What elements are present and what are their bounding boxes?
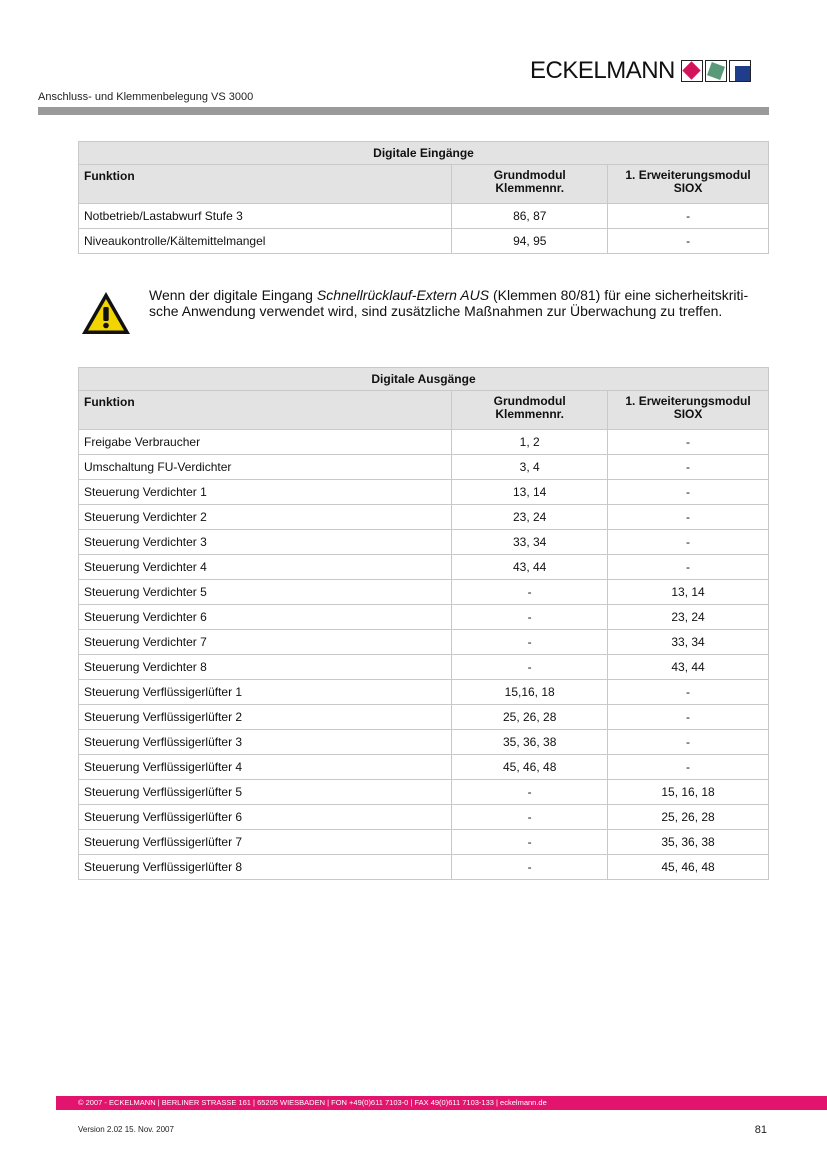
cell-grundmodul: - [452, 580, 608, 605]
table-row [79, 204, 769, 229]
cell-erweiterungsmodul: 35, 36, 38 [608, 830, 769, 855]
cell-erweiterungsmodul: - [608, 755, 769, 780]
logo-squares-icon [681, 60, 751, 82]
cell-erweiterungsmodul: 45, 46, 48 [608, 855, 769, 880]
cell-grundmodul: 94, 95 [452, 229, 608, 254]
cell-erweiterungsmodul: - [608, 530, 769, 555]
cell-erweiterungsmodul: - [608, 430, 769, 455]
cell-grundmodul: 35, 36, 38 [452, 730, 608, 755]
table-row [79, 780, 769, 805]
cell-erweiterungsmodul: 33, 34 [608, 630, 769, 655]
cell-funktion: Steuerung Verdichter 2 [79, 505, 452, 530]
cell-grundmodul: - [452, 655, 608, 680]
table-row [79, 580, 769, 605]
table-row [79, 655, 769, 680]
logo-square-blue [729, 60, 751, 82]
table-row [79, 705, 769, 730]
cell-funktion: Steuerung Verdichter 6 [79, 605, 452, 630]
footer-contact-bar: © 2007 - ECKELMANN | BERLINER STRASSE 161 | 65205 WIESBADEN | FON +49(0)611 7103-0 | FAX 49(0)611 7103-133 | eckelmann.de [56, 1096, 827, 1110]
logo-square-green [705, 60, 727, 82]
table-row [79, 530, 769, 555]
column-header-grundmodul [452, 165, 608, 204]
cell-erweiterungsmodul: 25, 26, 28 [608, 805, 769, 830]
logo-square-red [681, 60, 703, 82]
column-header-erweiterungsmodul [608, 391, 769, 430]
table-caption: Digitale Ausgänge [79, 368, 769, 391]
cell-grundmodul: 25, 26, 28 [452, 705, 608, 730]
version-info: Version 2.02 15. Nov. 2007 [78, 1125, 174, 1134]
cell-funktion: Steuerung Verdichter 1 [79, 480, 452, 505]
header-divider [38, 107, 769, 115]
cell-grundmodul: - [452, 780, 608, 805]
table-row [79, 505, 769, 530]
cell-funktion: Steuerung Verflüssigerlüfter 5 [79, 780, 452, 805]
cell-erweiterungsmodul: - [608, 680, 769, 705]
table-row [79, 730, 769, 755]
warning-message [149, 287, 759, 319]
cell-funktion: Steuerung Verdichter 4 [79, 555, 452, 580]
cell-erweiterungsmodul: 13, 14 [608, 580, 769, 605]
cell-grundmodul: - [452, 855, 608, 880]
page-number: 81 [754, 1124, 767, 1136]
column-header-funktion: Funktion [79, 165, 452, 204]
cell-grundmodul: 13, 14 [452, 480, 608, 505]
cell-funktion: Steuerung Verflüssigerlüfter 6 [79, 805, 452, 830]
cell-grundmodul: - [452, 630, 608, 655]
warning-text-part: (Klemmen 80/81) für eine sicherheitskriti-sche Anwendung verwendet wird, sind zusätzliche Maßnahmen zur Überwachung zu treffen. [149, 287, 749, 319]
cell-funktion: Steuerung Verdichter 5 [79, 580, 452, 605]
warning-triangle-icon [80, 290, 132, 336]
cell-grundmodul: 15,16, 18 [452, 680, 608, 705]
cell-erweiterungsmodul: 43, 44 [608, 655, 769, 680]
cell-erweiterungsmodul: - [608, 229, 769, 254]
column-header-grundmodul [452, 391, 608, 430]
column-header-line: SIOX [673, 181, 703, 195]
table-row [79, 855, 769, 880]
cell-funktion: Steuerung Verflüssigerlüfter 1 [79, 680, 452, 705]
cell-erweiterungsmodul: - [608, 705, 769, 730]
cell-funktion: Steuerung Verflüssigerlüfter 3 [79, 730, 452, 755]
logo-text: ECKELMANN [530, 56, 675, 84]
column-header-erweiterungsmodul [608, 165, 769, 204]
cell-erweiterungsmodul: - [608, 730, 769, 755]
table-caption: Digitale Eingänge [79, 142, 769, 165]
warning-signal-name: Schnellrücklauf-Extern AUS [316, 287, 490, 303]
cell-erweiterungsmodul: 23, 24 [608, 605, 769, 630]
cell-funktion: Steuerung Verflüssigerlüfter 4 [79, 755, 452, 780]
cell-erweiterungsmodul: - [608, 505, 769, 530]
cell-grundmodul: - [452, 605, 608, 630]
table-row [79, 605, 769, 630]
cell-grundmodul: - [452, 805, 608, 830]
cell-grundmodul: 33, 34 [452, 530, 608, 555]
cell-funktion: Steuerung Verdichter 7 [79, 630, 452, 655]
cell-funktion: Steuerung Verflüssigerlüfter 8 [79, 855, 452, 880]
cell-funktion: Notbetrieb/Lastabwurf Stufe 3 [79, 204, 452, 229]
document-title: Anschluss- und Klemmenbelegung VS 3000 [38, 91, 254, 103]
eckelmann-logo [530, 57, 751, 84]
table-row [79, 755, 769, 780]
table-row [79, 480, 769, 505]
cell-erweiterungsmodul: 15, 16, 18 [608, 780, 769, 805]
cell-grundmodul: 1, 2 [452, 430, 608, 455]
table-row [79, 555, 769, 580]
cell-erweiterungsmodul: - [608, 204, 769, 229]
table-row [79, 229, 769, 254]
column-header-line: SIOX [673, 407, 703, 421]
digital-inputs-table [78, 141, 769, 254]
cell-funktion: Steuerung Verflüssigerlüfter 7 [79, 830, 452, 855]
column-header-funktion: Funktion [79, 391, 452, 430]
cell-funktion: Steuerung Verdichter 8 [79, 655, 452, 680]
cell-grundmodul: 23, 24 [452, 505, 608, 530]
warning-text-part: Wenn der digitale Eingang [149, 287, 317, 303]
cell-grundmodul: 3, 4 [452, 455, 608, 480]
cell-funktion: Steuerung Verflüssigerlüfter 2 [79, 705, 452, 730]
table-row [79, 805, 769, 830]
column-header-line: 1. Erweiterungsmodul [625, 168, 751, 182]
table-row [79, 630, 769, 655]
cell-funktion: Freigabe Verbraucher [79, 430, 452, 455]
cell-funktion: Steuerung Verdichter 3 [79, 530, 452, 555]
table-row [79, 680, 769, 705]
cell-grundmodul: - [452, 830, 608, 855]
table-row [79, 430, 769, 455]
table-row [79, 455, 769, 480]
column-header-line: Grundmodul [493, 394, 566, 408]
cell-funktion: Niveaukontrolle/Kältemittelmangel [79, 229, 452, 254]
cell-grundmodul: 43, 44 [452, 555, 608, 580]
cell-grundmodul: 86, 87 [452, 204, 608, 229]
column-header-line: Klemmennr. [495, 407, 565, 421]
cell-grundmodul: 45, 46, 48 [452, 755, 608, 780]
table-row [79, 830, 769, 855]
digital-outputs-table [78, 367, 769, 880]
column-header-line: 1. Erweiterungsmodul [625, 394, 751, 408]
cell-erweiterungsmodul: - [608, 480, 769, 505]
column-header-line: Grundmodul [493, 168, 566, 182]
cell-funktion: Umschaltung FU-Verdichter [79, 455, 452, 480]
column-header-line: Klemmennr. [495, 181, 565, 195]
cell-erweiterungsmodul: - [608, 455, 769, 480]
cell-erweiterungsmodul: - [608, 555, 769, 580]
